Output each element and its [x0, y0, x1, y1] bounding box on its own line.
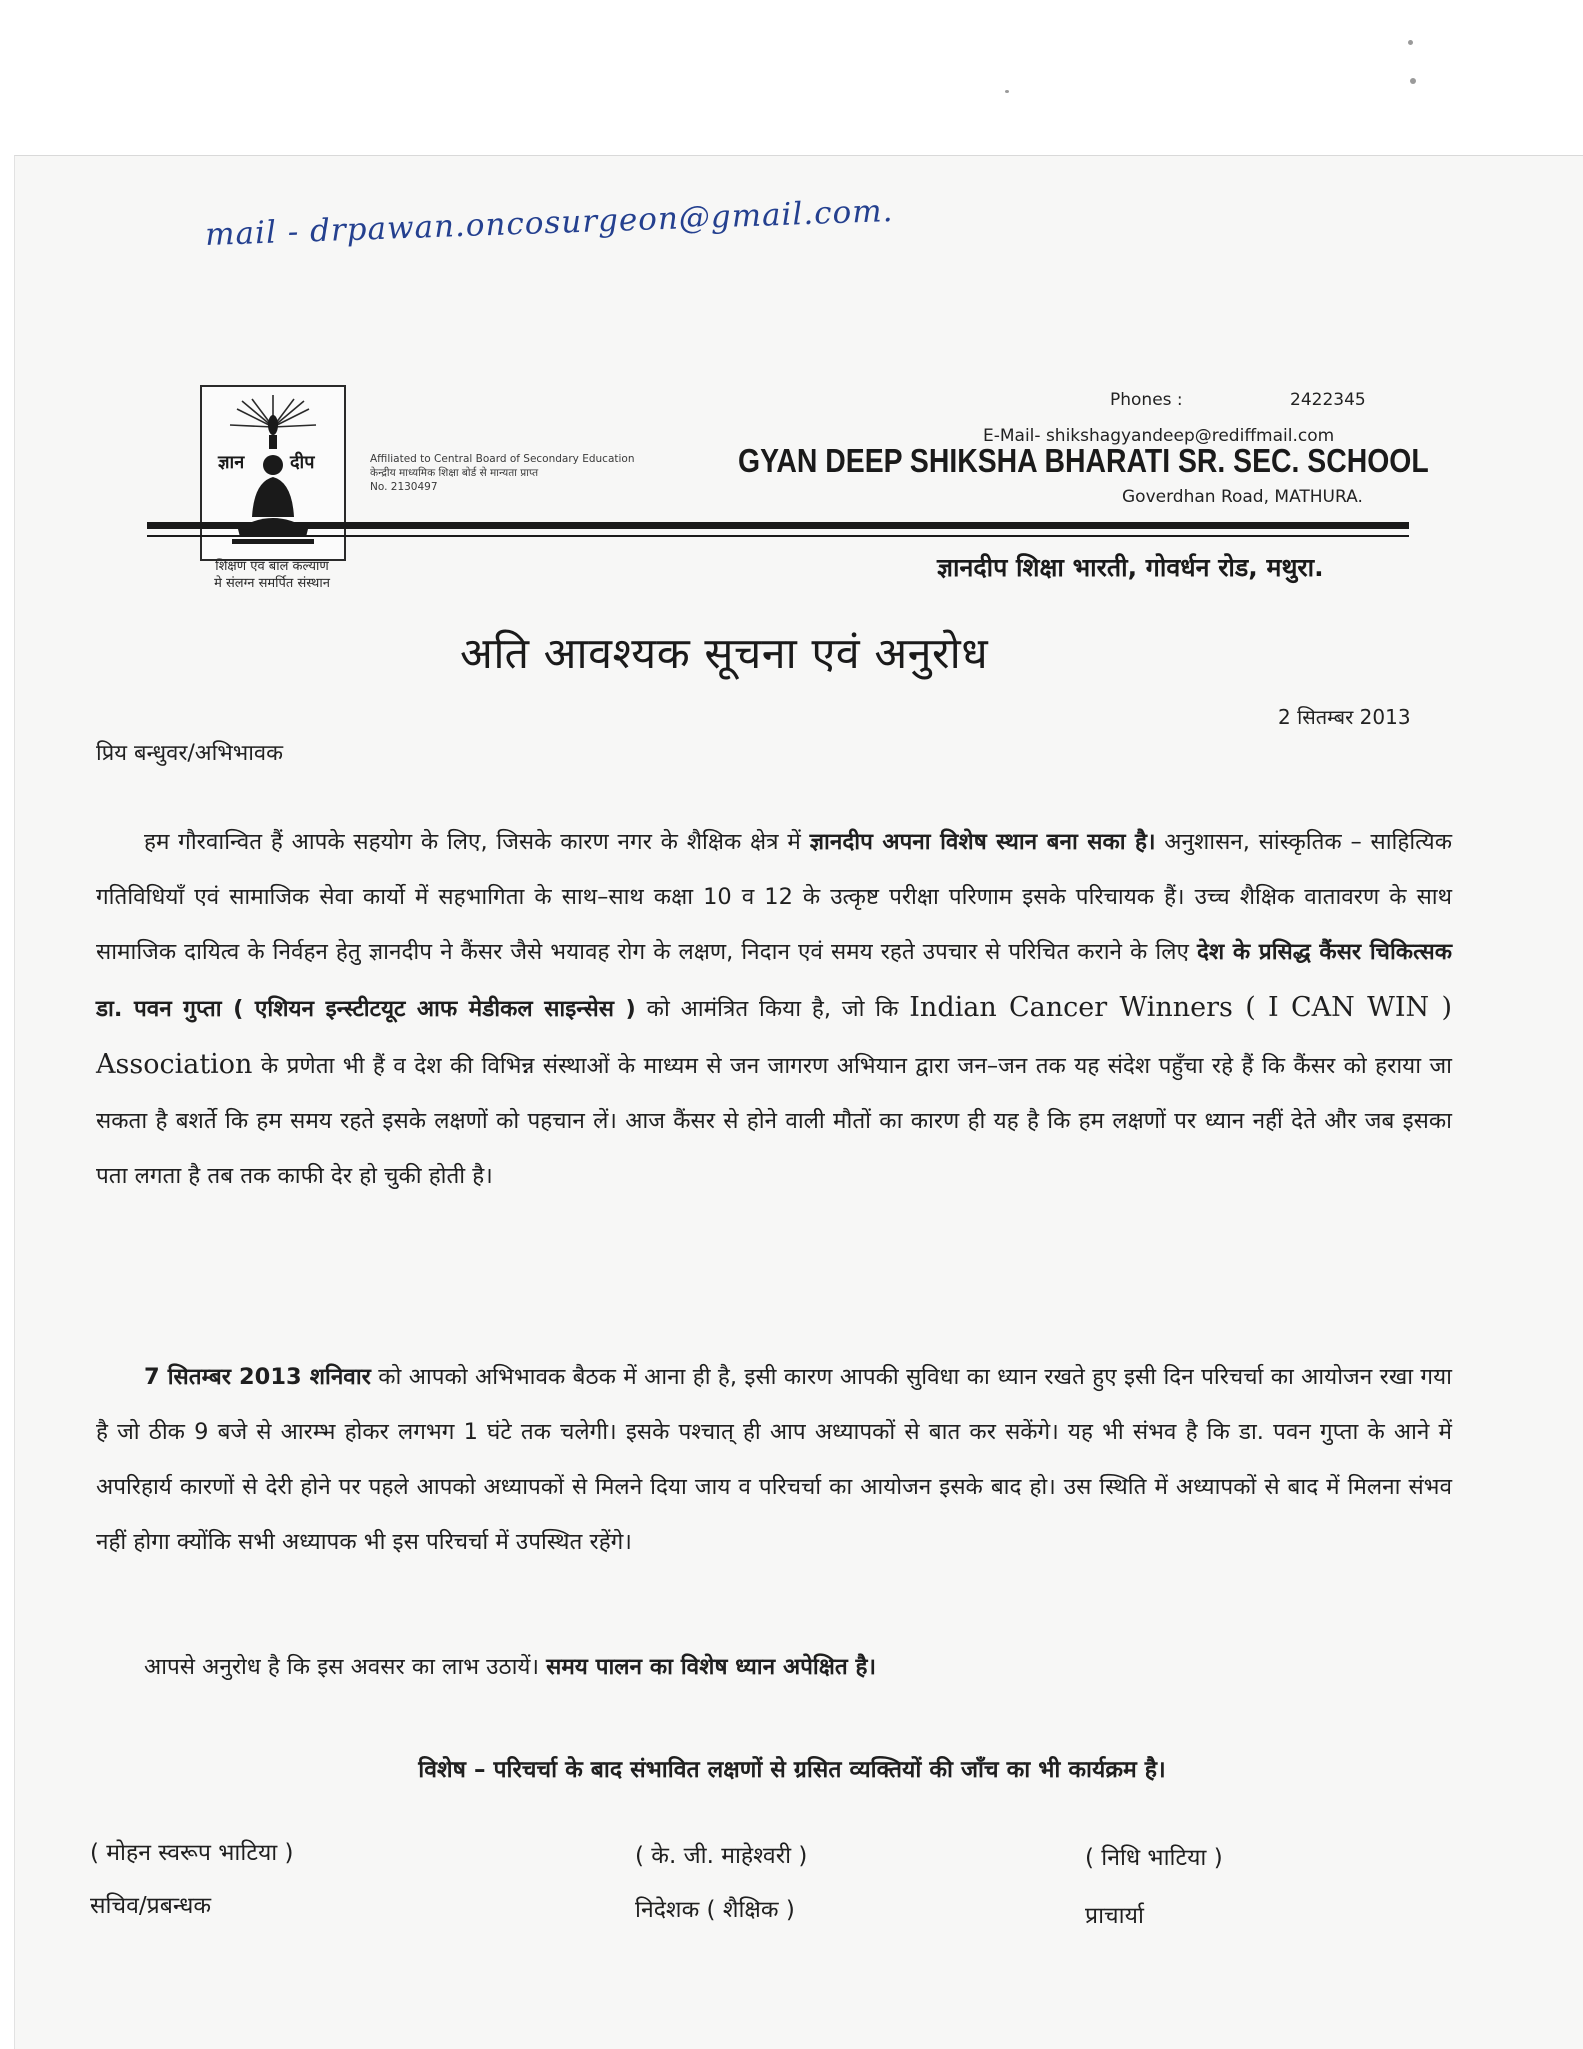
- letterhead-rule: [147, 522, 1409, 529]
- letterhead-rule-thin: [147, 535, 1409, 537]
- p2-bold-date: 7 सितम्बर 2013 शनिवार: [144, 1364, 371, 1390]
- signatory-2-role: निदेशक ( शैक्षिक ): [635, 1897, 795, 1923]
- scan-speck: [1005, 90, 1009, 93]
- handwritten-email-note: mail - drpawan.oncosurgeon@gmail.com.: [204, 192, 894, 254]
- signatory-2-name: ( के. जी. माहेश्वरी ): [635, 1843, 808, 1869]
- logo-word-right: दीप: [290, 452, 315, 473]
- page-title: अति आवश्यक सूचना एवं अनुरोध: [460, 629, 989, 679]
- scan-speck: [1410, 78, 1416, 84]
- school-name-hindi: ज्ञानदीप शिक्षा भारती, गोवर्धन रोड, मथुरा.: [937, 553, 1324, 582]
- affiliation-block: [370, 452, 635, 494]
- p1-bold-2: देश के प्रसिद्ध कैंसर चिकित्सक डा. पवन गुप्ता ( एशियन इन्स्टीटयूट आफ मेडीकल साइन्सेस ): [96, 939, 1452, 1022]
- school-address: Goverdhan Road, MATHURA.: [1122, 487, 1363, 507]
- scan-speck: [1408, 40, 1413, 45]
- p1-bold-1: ज्ञानदीप अपना विशेष स्थान बना सका है।: [809, 829, 1156, 855]
- p1-text-2: अनुशासन, सांस्कृतिक – साहित्यिक गतिविधियाँ एवं सामाजिक सेवा कार्यो में सहभागिता के साथ–साथ कक्षा 10 व 12 के उत्कृष्ट परीक्षा परिणाम इसके परिचायक हैं। उच्च शैक्षिक वातावरण के साथ सामाजिक दायित्व के निर्वहन हेतु ज्ञानदीप ने कैंसर जैसे भयावह रोग के लक्षण, निदान एवं समय रहते उपचार से परिचित कराने के लिए: [96, 829, 1452, 965]
- salutation: प्रिय बन्धुवर/अभिभावक: [96, 741, 284, 766]
- phones-label: Phones :: [1110, 390, 1183, 410]
- signatory-1-role: सचिव/प्रबन्धक: [90, 1893, 212, 1919]
- p3-text-1: आपसे अनुरोध है कि इस अवसर का लाभ उठायें।: [144, 1654, 547, 1680]
- paragraph-1: [96, 815, 1452, 1204]
- p1-text-1: हम गौरवान्वित हैं आपके सहयोग के लिए, जिसके कारण नगर के शैक्षिक क्षेत्र में: [144, 829, 810, 855]
- letter-date: 2 सितम्बर 2013: [1278, 705, 1411, 729]
- signatory-3-role: प्राचार्या: [1085, 1903, 1144, 1929]
- school-name: GYAN DEEP SHIKSHA BHARATI SR. SEC. SCHOOL: [738, 442, 1429, 479]
- affiliation-line2: केन्द्रीय माध्यमिक शिक्षा बोर्ड से मान्यता प्राप्त: [370, 467, 539, 479]
- logo-caption: [182, 558, 362, 592]
- school-email: E-Mail- shikshagyandeep@rediffmail.com: [983, 426, 1335, 446]
- affiliation-line1: Affiliated to Central Board of Secondary Education: [370, 453, 635, 465]
- logo-caption-line1: शिक्षण एवं बाल कल्याण: [215, 559, 329, 574]
- signatory-3-name: ( निधि भाटिया ): [1085, 1845, 1223, 1871]
- phones-number: 2422345: [1290, 390, 1366, 410]
- p3-bold-1: समय पालन का विशेष ध्यान अपेक्षित है।: [546, 1654, 877, 1680]
- p1-text-3: को आमंत्रित किया है, जो कि: [635, 996, 910, 1022]
- p1-text-4: के प्रणेता भी हैं व देश की विभिन्न संस्थाओं के माध्यम से जन जागरण अभियान द्वारा जन–जन तक यह संदेश पहुँचा रहे हैं कि कैंसर को हराया जा सकता है बशर्ते कि हम समय रहते इसके लक्षणों को पहचान लें। आज कैंसर से होने वाली मौतों का कारण ही यह है कि हम लक्षणों पर ध्यान नहीं देते और जब इसका पता लगता है तब तक काफी देर हो चुकी होती है।: [96, 1053, 1452, 1189]
- p2-text-1: को आपको अभिभावक बैठक में आना ही है, इसी कारण आपकी सुविधा का ध्यान रखते हुए इसी दिन परिचर्चा का आयोजन रखा गया है जो ठीक 9 बजे से आरम्भ होकर लगभग 1 घंटे तक चलेगी। इसके पश्चात् ही आप अध्यापकों से बात कर सकेंगे। यह भी संभव है कि डा. पवन गुप्ता के आने में अपरिहार्य कारणों से देरी होने पर पहले आपको अध्यापकों से मिलने दिया जाय व परिचर्चा का आयोजन इसके बाद हो। उस स्थिति में अध्यापकों से बाद में मिलना संभव नहीं होगा क्योंकि सभी अध्यापक भी इस परिचर्चा में उपस्थित रहेंगे।: [96, 1364, 1452, 1555]
- paragraph-2: [96, 1350, 1452, 1570]
- p1-association-name: Indian Cancer Winners ( I CAN WIN ) Association: [96, 992, 1452, 1080]
- affiliation-line3: No. 2130497: [370, 481, 438, 493]
- signatory-1-name: ( मोहन स्वरूप भाटिया ): [90, 1840, 294, 1866]
- special-note: विशेष – परिचर्चा के बाद संभावित लक्षणों से ग्रसित व्यक्तियों की जाँच का भी कार्यक्रम है।: [418, 1757, 1166, 1783]
- paragraph-3: [96, 1640, 1452, 1695]
- logo-caption-line2: मे संलग्न समर्पित संस्थान: [214, 576, 330, 591]
- logo-word-left: ज्ञान: [218, 452, 245, 473]
